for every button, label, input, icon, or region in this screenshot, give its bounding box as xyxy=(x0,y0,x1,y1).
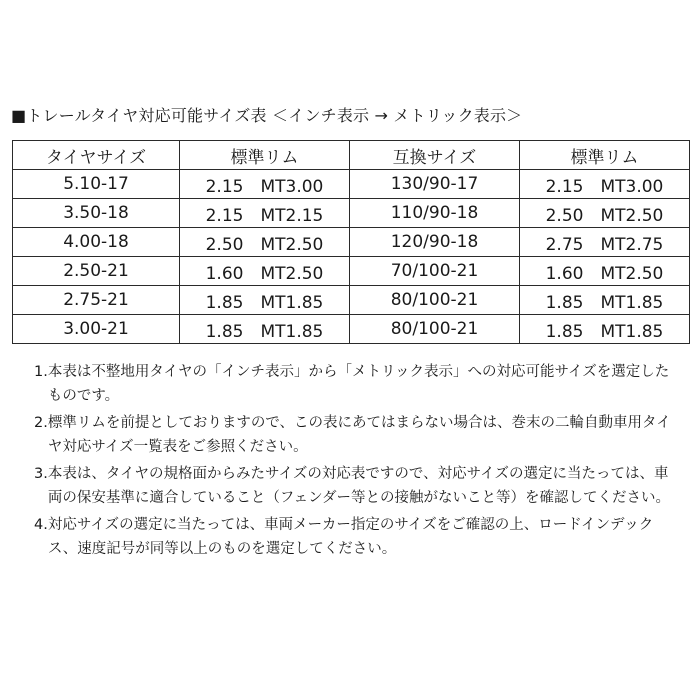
note-text: 本表は不整地用タイヤの「インチ表示」から「メトリック表示」への対応可能サイズを選定したものです。 xyxy=(47,364,670,404)
cell-tire-size: 4.00-18 xyxy=(13,228,180,257)
cell-standard-rim: 1.85 MT1.85 xyxy=(180,286,350,315)
cell-compatible-rim: 2.75 MT2.75 xyxy=(520,228,690,257)
note-text: 本表は、タイヤの規格面からみたサイズの対応表ですので、対応サイズの選定に当たっては、車両の保安基準に適合していること（フェンダー等との接触がないこと等）を確認してください。 xyxy=(47,466,671,506)
header-tire-size: タイヤサイズ xyxy=(13,141,180,170)
tire-size-table xyxy=(12,140,690,344)
cell-compatible-rim: 2.15 MT3.00 xyxy=(520,170,690,199)
cell-compatible-rim: 1.85 MT1.85 xyxy=(520,315,690,344)
note-item xyxy=(34,411,674,459)
cell-compatible-size: 120/90-18 xyxy=(350,228,520,257)
notes-list xyxy=(34,360,674,564)
table-row xyxy=(13,257,690,286)
cell-compatible-size: 70/100-21 xyxy=(350,257,520,286)
note-number: 2. xyxy=(34,415,48,431)
cell-tire-size: 3.00-21 xyxy=(13,315,180,344)
cell-compatible-size: 110/90-18 xyxy=(350,199,520,228)
cell-standard-rim: 2.15 MT2.15 xyxy=(180,199,350,228)
cell-compatible-rim: 1.60 MT2.50 xyxy=(520,257,690,286)
cell-compatible-rim: 1.85 MT1.85 xyxy=(520,286,690,315)
note-text: 対応サイズの選定に当たっては、車両メーカー指定のサイズをご確認の上、ロードインデックス、速度記号が同等以上のものを選定してください。 xyxy=(47,517,654,557)
cell-tire-size: 2.75-21 xyxy=(13,286,180,315)
header-standard-rim: 標準リム xyxy=(180,141,350,170)
cell-compatible-size: 80/100-21 xyxy=(350,315,520,344)
header-compatible-size: 互換サイズ xyxy=(350,141,520,170)
cell-tire-size: 2.50-21 xyxy=(13,257,180,286)
note-item xyxy=(34,462,674,510)
note-item xyxy=(34,513,674,561)
table-row xyxy=(13,315,690,344)
cell-standard-rim: 2.15 MT3.00 xyxy=(180,170,350,199)
cell-tire-size: 5.10-17 xyxy=(13,170,180,199)
cell-tire-size: 3.50-18 xyxy=(13,199,180,228)
note-text: 標準リムを前提としておりますので、この表にあてはまらない場合は、巻末の二輪自動車用タイヤ対応サイズ一覧表をご参照ください。 xyxy=(47,415,671,455)
note-number: 1. xyxy=(34,364,48,380)
table-row xyxy=(13,228,690,257)
table-row xyxy=(13,199,690,228)
cell-standard-rim: 1.85 MT1.85 xyxy=(180,315,350,344)
cell-compatible-size: 80/100-21 xyxy=(350,286,520,315)
cell-compatible-rim: 2.50 MT2.50 xyxy=(520,199,690,228)
note-number: 3. xyxy=(34,466,48,482)
cell-standard-rim: 2.50 MT2.50 xyxy=(180,228,350,257)
table-row xyxy=(13,286,690,315)
note-number: 4. xyxy=(34,517,48,533)
table-header-row xyxy=(13,141,690,170)
header-standard-rim-compatible: 標準リム xyxy=(520,141,690,170)
table-title: ■トレールタイヤ対応可能サイズ表 ＜インチ表示 → メトリック表示＞ xyxy=(11,106,523,125)
cell-standard-rim: 1.60 MT2.50 xyxy=(180,257,350,286)
cell-compatible-size: 130/90-17 xyxy=(350,170,520,199)
table-row xyxy=(13,170,690,199)
note-item xyxy=(34,360,674,408)
